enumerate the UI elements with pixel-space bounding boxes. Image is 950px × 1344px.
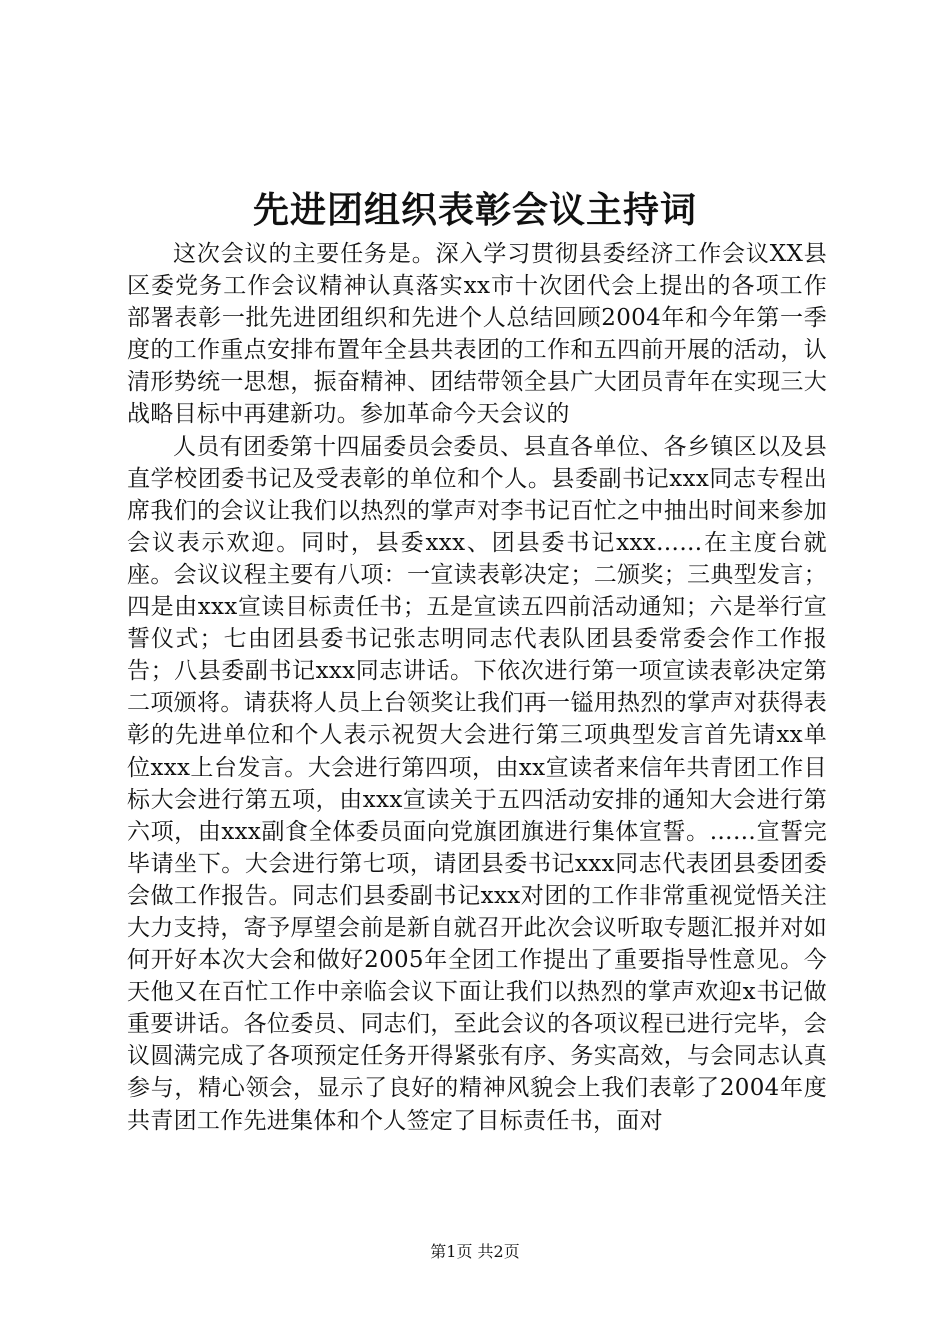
page-number-footer: 第1页 共2页 [430,1242,520,1261]
document-title: 先进团组织表彰会议主持词 [252,189,697,231]
paragraph-1: 这次会议的主要任务是。深入学习贯彻县委经济工作会议XX县区委党务工作会议精神认真落实xx市十次团代会上提出的各项工作部署表彰一批先进团组织和先进个人总结回顾2004年和今年第一季度的工作重点安排布置年全县共表团的工作和五四前开展的活动，认清形势统一思想，振奋精神、团结带领全县广大团员青年在实现三大战略目标中再建新功。参加革命今天会议的 [127,241,827,428]
document-body [127,238,827,1137]
paragraph-2: 人员有团委第十四届委员会委员、县直各单位、各乡镇区以及县直学校团委书记及受表彰的单位和个人。县委副书记xxx同志专程出席我们的会议让我们以热烈的掌声对李书记百忙之中抽出时间来参加会议表示欢迎。同时，县委xxx、团县委书记xxx……在主度台就座。会议议程主要有八项：一宣读表彰决定；二颁奖；三典型发言；四是由xxx宣读目标责任书；五是宣读五四前活动通知；六是举行宣誓仪式；七由团县委书记张志明同志代表队团县委常委会作工作报告；八县委副书记xxx同志讲话。下依次进行第一项宣读表彰决定第二项颁将。请获将人员上台领奖让我们再一镒用热烈的掌声对获得表彰的先进单位和个人表示祝贺大会进行第三项典型发言首先请xx单位xxx上台发言。大会进行第四项，由xx宣读者来信年共青团工作目标大会进行第五项，由xxx宣读关于五四活动安排的通知大会进行第六项，由xxx副食全体委员面向党旗团旗进行集体宣誓。……宣誓完毕请坐下。大会进行第七项，请团县委书记xxx同志代表团县委团委会做工作报告。同志们县委副书记xxx对团的工作非常重视觉悟关注大力支持，寄予厚望会前是新自就召开此次会议听取专题汇报并对如何开好本次大会和做好2005年全团工作提出了重要指导性意见。今天他又在百忙工作中亲临会议下面让我们以热烈的掌声欢迎x书记做重要讲话。各位委员、同志们，至此会议的各项议程已进行完毕，会议圆满完成了各项预定任务开得紧张有序、务实高效，与会同志认真参与，精心领会，显示了良好的精神风貌会上我们表彰了2004年度共青团工作先进集体和个人签定了目标责任书，面对 [127,433,827,1134]
